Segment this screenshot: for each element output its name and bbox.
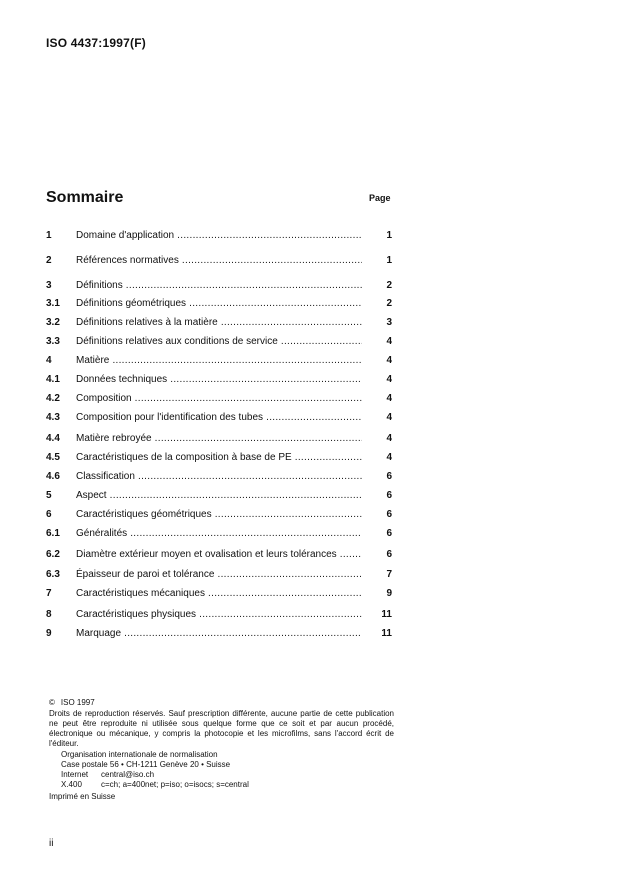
toc-entry-number: 4.3: [46, 412, 60, 423]
toc-entry-number: 7: [46, 588, 52, 599]
toc-entry-title-text: Diamètre extérieur moyen et ovalisation et leurs tolérances: [76, 549, 337, 560]
toc-entry-title: [76, 279, 362, 293]
toc-entry-page: 3: [386, 317, 392, 328]
toc-entry-page: 4: [386, 452, 392, 463]
toc-entry-title: [76, 470, 362, 484]
internet-contact: [61, 770, 394, 780]
copyright-text: ISO 1997: [60, 698, 95, 707]
toc-entry-page: 6: [386, 509, 392, 520]
toc-entry-title: [76, 508, 362, 522]
toc-entry-title-text: Marquage: [76, 628, 122, 639]
toc-entry-title-text: Définitions relatives à la matière: [76, 317, 218, 328]
copyright-line: [49, 698, 394, 708]
toc-entry-page: 4: [386, 374, 392, 385]
internet-value: central@iso.ch: [101, 770, 155, 779]
toc-entry-title: [76, 527, 362, 541]
toc-page-column-header: Page: [369, 193, 391, 203]
toc-entry-title-text: Données techniques: [76, 374, 168, 385]
toc-entry-title: [76, 254, 362, 268]
toc-entry-title-text: Caractéristiques physiques: [76, 609, 197, 620]
toc-entry-page: 2: [386, 298, 392, 309]
toc-entry-number: 6.2: [46, 549, 60, 560]
toc-entry-title: [76, 432, 362, 446]
toc-entry: [46, 608, 392, 622]
toc-entry-number: 2: [46, 255, 52, 266]
toc-entry-number: 3.3: [46, 336, 60, 347]
toc-entry-page: 1: [386, 230, 392, 241]
x400-value: c=ch; a=400net; p=iso; o=isocs; s=central: [101, 780, 249, 789]
toc-entry-title-text: Matière rebroyée: [76, 433, 152, 444]
internet-label: Internet: [61, 770, 89, 779]
toc-entry: [46, 316, 392, 330]
toc-entry-page: 4: [386, 433, 392, 444]
toc-entry-title: [76, 229, 362, 243]
toc-entry-title-text: Caractéristiques de la composition à base de PE: [76, 452, 292, 463]
toc-entry-title-text: Épaisseur de paroi et tolérance: [76, 569, 215, 580]
toc-entry-title-text: Composition: [76, 393, 132, 404]
toc-entry-title-text: Classification: [76, 471, 135, 482]
toc-entry-number: 9: [46, 628, 52, 639]
toc-entry-page: 6: [386, 549, 392, 560]
toc-entry: [46, 527, 392, 541]
toc-entry: [46, 335, 392, 349]
toc-entry: [46, 229, 392, 243]
toc-entry: [46, 587, 392, 601]
toc-entry-title-text: Définitions géométriques: [76, 298, 187, 309]
toc-entry-page: 6: [386, 471, 392, 482]
toc-entry-number: 3.1: [46, 298, 60, 309]
toc-entry-page: 6: [386, 490, 392, 501]
toc-entry-title-text: Domaine d'application: [76, 230, 175, 241]
toc-entry: [46, 489, 392, 503]
toc-entry-page: 4: [386, 336, 392, 347]
toc-entry-page: 11: [381, 609, 392, 620]
toc-entry: [46, 254, 392, 268]
publisher-contact: [61, 750, 394, 790]
toc-entry-number: 3: [46, 280, 52, 291]
toc-entry: [46, 279, 392, 293]
toc-entry-title: [76, 354, 362, 368]
toc-entry: [46, 451, 392, 465]
toc-entry-page: 4: [386, 412, 392, 423]
toc-entry-title: [76, 392, 362, 406]
toc-entry-title-text: Références normatives: [76, 255, 179, 266]
toc-entry-title-text: Caractéristiques géométriques: [76, 509, 212, 520]
x400-label: X.400: [61, 780, 82, 789]
toc-entry-number: 5: [46, 490, 52, 501]
toc-entry-number: 4.5: [46, 452, 60, 463]
toc-entry: [46, 373, 392, 387]
toc-entry-title: [76, 297, 362, 311]
x400-contact: [61, 780, 394, 790]
toc-entry-title: [76, 608, 362, 622]
toc-entry-page: 6: [386, 528, 392, 539]
document-id: ISO 4437:1997(F): [46, 36, 146, 50]
toc-entry-title-text: Définitions relatives aux conditions de service: [76, 336, 278, 347]
toc-entry-title: [76, 489, 362, 503]
postal-address: Case postale 56 • CH-1211 Genève 20 • Suisse: [61, 760, 231, 769]
toc-entry: [46, 568, 392, 582]
toc-entry-number: 1: [46, 230, 52, 241]
toc-entry: [46, 297, 392, 311]
toc-entry-number: 4.6: [46, 471, 60, 482]
toc-entry: [46, 548, 392, 562]
toc-entry-title: [76, 568, 362, 582]
toc-entry-number: 4.4: [46, 433, 60, 444]
toc-entry-title-text: Généralités: [76, 528, 128, 539]
toc-entry-page: 7: [386, 569, 392, 580]
toc-entry-title-text: Composition pour l'identification des tubes: [76, 412, 264, 423]
toc-entry-title-text: Aspect: [76, 490, 107, 501]
toc-entry-number: 4.1: [46, 374, 60, 385]
toc-entry-page: 1: [386, 255, 392, 266]
toc-entry: [46, 392, 392, 406]
toc-entry-title-text: Définitions: [76, 280, 123, 291]
copyright-block: [49, 698, 394, 802]
toc-entry-title: [76, 548, 362, 562]
toc-entry-title-text: Caractéristiques mécaniques: [76, 588, 205, 599]
toc-entry-number: 4: [46, 355, 52, 366]
toc-entry: [46, 470, 392, 484]
toc-entry-number: 4.2: [46, 393, 60, 404]
toc-entry: [46, 627, 392, 641]
toc-entry-title: [76, 373, 362, 387]
toc-entry-title: [76, 335, 362, 349]
toc-entry-page: 11: [381, 628, 392, 639]
toc-entry-page: 4: [386, 355, 392, 366]
toc-entry-title: [76, 451, 362, 465]
toc-entry-number: 6.3: [46, 569, 60, 580]
organization-name: Organisation internationale de normalisation: [61, 750, 218, 759]
toc-entry-number: 6.1: [46, 528, 60, 539]
toc-entry-title: [76, 627, 362, 641]
printed-in: Imprimé en Suisse: [49, 792, 116, 801]
toc-entry-page: 2: [386, 280, 392, 291]
toc-entry: [46, 432, 392, 446]
copyright-symbol: ©: [49, 698, 55, 707]
toc-entry-page: 4: [386, 393, 392, 404]
toc-entry: [46, 354, 392, 368]
toc-entry-title: [76, 411, 362, 425]
toc-entry-title: [76, 587, 362, 601]
toc-entry-title-text: Matière: [76, 355, 110, 366]
toc-entry-number: 6: [46, 509, 52, 520]
toc-entry-number: 8: [46, 609, 52, 620]
toc-entry-title: [76, 316, 362, 330]
rights-statement: Droits de reproduction réservés. Sauf prescription différente, aucune partie de cette publication ne peut être reproduite ni utilisée sous quelque forme que ce soit et par aucun procédé, électronique ou mécanique, y compris la photocopie et les microfilms, sans l'accord écrit de l'éditeur.: [49, 709, 394, 748]
toc-entry-page: 9: [386, 588, 392, 599]
toc-entry: [46, 411, 392, 425]
toc-entry: [46, 508, 392, 522]
page-folio: ii: [49, 838, 54, 849]
toc-heading: Sommaire: [46, 189, 124, 206]
toc-entry-number: 3.2: [46, 317, 60, 328]
